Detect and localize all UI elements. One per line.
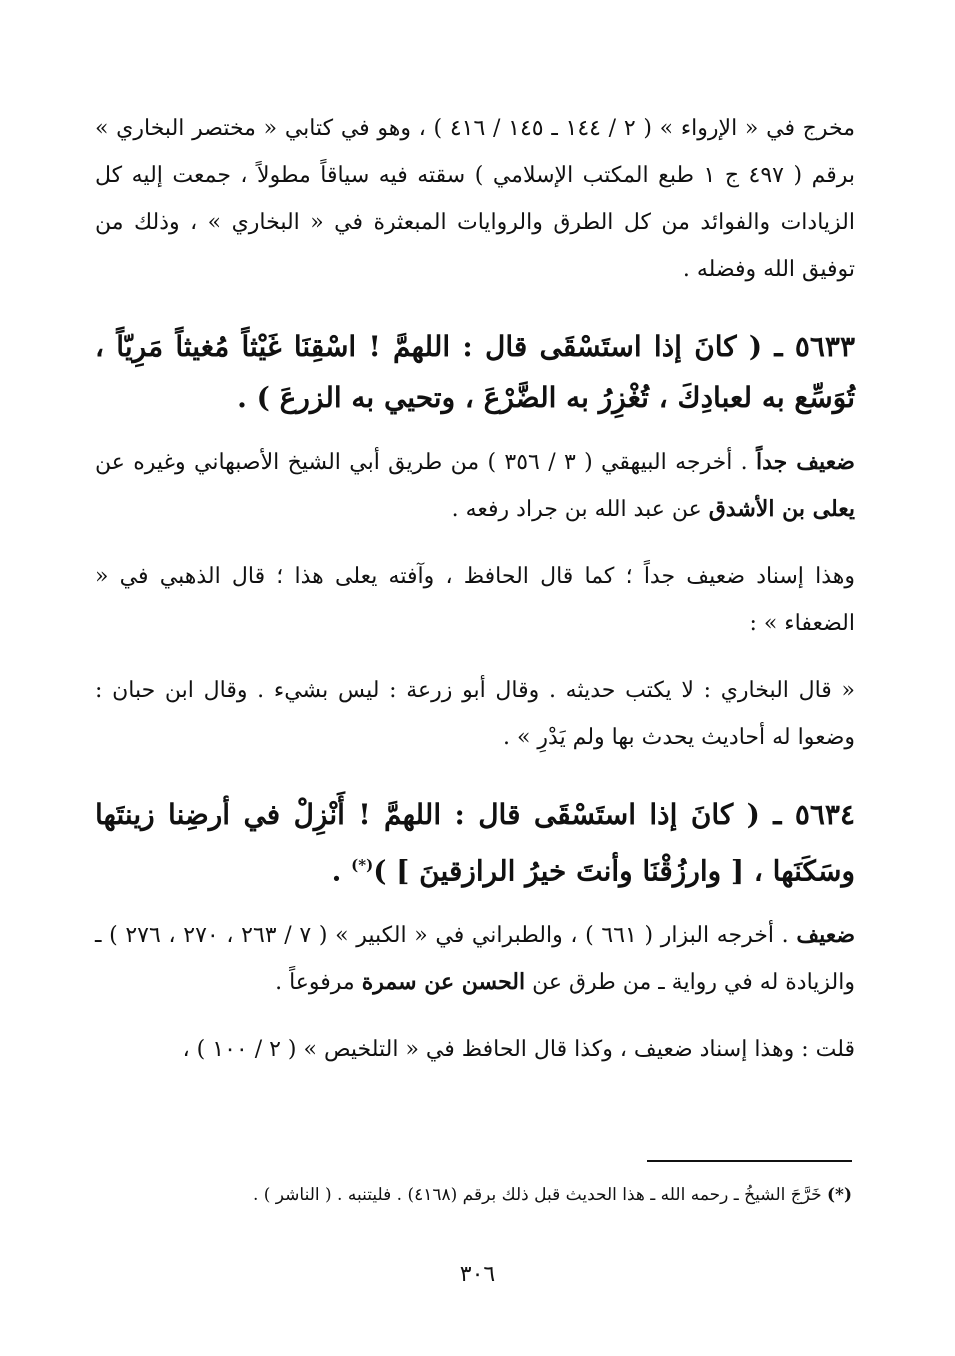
grade-label: ضعيف جداً: [756, 449, 855, 475]
hadith-5634-text: ٥٦٣٤ ـ ( كانَ إذا استَسْقَى قال : اللهمَّ ! أَنْزِلْ في أرضِنا زينتَها وسَكَنَها ، [ وارزُقْنَا وأنتَ خيرُ الرازقينَ ] ): [95, 798, 855, 888]
spacer: [95, 647, 855, 667]
footnote-text: خَرَّجَ الشيخُ ـ رحمه الله ـ هذا الحديث قبل ذلك برقم (٤١٦٨) . فليتنبه . ( الناشر ) .: [252, 1185, 828, 1205]
footnote-divider: [647, 1160, 852, 1162]
grade-text: . أخرجه البزار ( ٦٦١ ) ، والطبراني في « الكبير » ( ٧ / ٢٦٣ ، ٢٧٠ ، ٢٧٦ ) ـ والزيادة له في رواية ـ من طرق عن: [95, 923, 855, 996]
spacer: [95, 1006, 855, 1026]
footnote-marker: (*): [827, 1185, 852, 1205]
grade-5633-paragraph: [95, 439, 855, 533]
page-number: ٣٠٦: [459, 1262, 496, 1287]
hadith-5634-end: .: [331, 854, 352, 888]
grade-text-end: مرفوعاً .: [275, 970, 362, 996]
narrator-name: الحسن عن سمرة: [361, 969, 526, 996]
footnote-ref: (*): [351, 856, 374, 874]
conclusion-paragraph: قلت : وهذا إسناد ضعيف ، وكذا قال الحافظ في « التلخيص » ( ٢ / ١٠٠ ) ،: [182, 1037, 855, 1063]
spacer: [95, 533, 855, 553]
spacer: [95, 896, 855, 912]
hadith-5634: [95, 789, 855, 896]
isnad-5633-paragraph: وهذا إسناد ضعيف جداً ؛ كما قال الحافظ ، وآفته يعلى هذا ؛ قال الذهبي في « الضعفاء » :: [95, 564, 855, 636]
hadith-5633: ٥٦٣٣ ـ ( كانَ إذا استَسْقَى قال : اللهمَّ ! اسْقِنَا غَيْثاً مُغيثاً مَرِيّاً ، تُوَسِّع به لعبادِكَ ، تُغْزِرُ به الضَّرْعَ ، وتحيي به الزرعَ ) .: [95, 330, 855, 414]
grade-text-end: عن عبد الله بن جراد رفعه .: [451, 497, 709, 522]
spacer: [95, 293, 855, 321]
spacer: [95, 423, 855, 439]
footnote: [112, 1180, 852, 1210]
grade-5634-paragraph: [95, 912, 855, 1006]
quote-5633-paragraph: « قال البخاري : لا يكتب حديثه . وقال أبو زرعة : ليس بشيء . وقال ابن حبان : وضعوا له أحاديث يحدث بها ولم يَدْرِ » .: [95, 678, 855, 750]
page-body: [95, 105, 855, 1073]
grade-text: . أخرجه البيهقي ( ٣ / ٣٥٦ ) من طريق أبي الشيخ الأصبهاني وغيره عن: [95, 450, 757, 475]
intro-paragraph: مخرج في « الإرواء » ( ٢ / ١٤٤ ـ ١٤٥ / ٤١٦ ) ، وهو في كتابي « مختصر البخاري » برقم ( ٤٩٧ ج ١ طبع المكتب الإسلامي ) سقته فيه سياقاً مطولاً ، جمعت إليه كل الزيادات والفوائد من كل الطرق والروايات المبعثرة في « البخاري » ، وذلك من توفيق الله وفضله .: [95, 116, 855, 282]
narrator-name: يعلى بن الأشدق: [708, 496, 855, 522]
grade-label: ضعيف: [796, 922, 856, 949]
spacer: [95, 761, 855, 789]
